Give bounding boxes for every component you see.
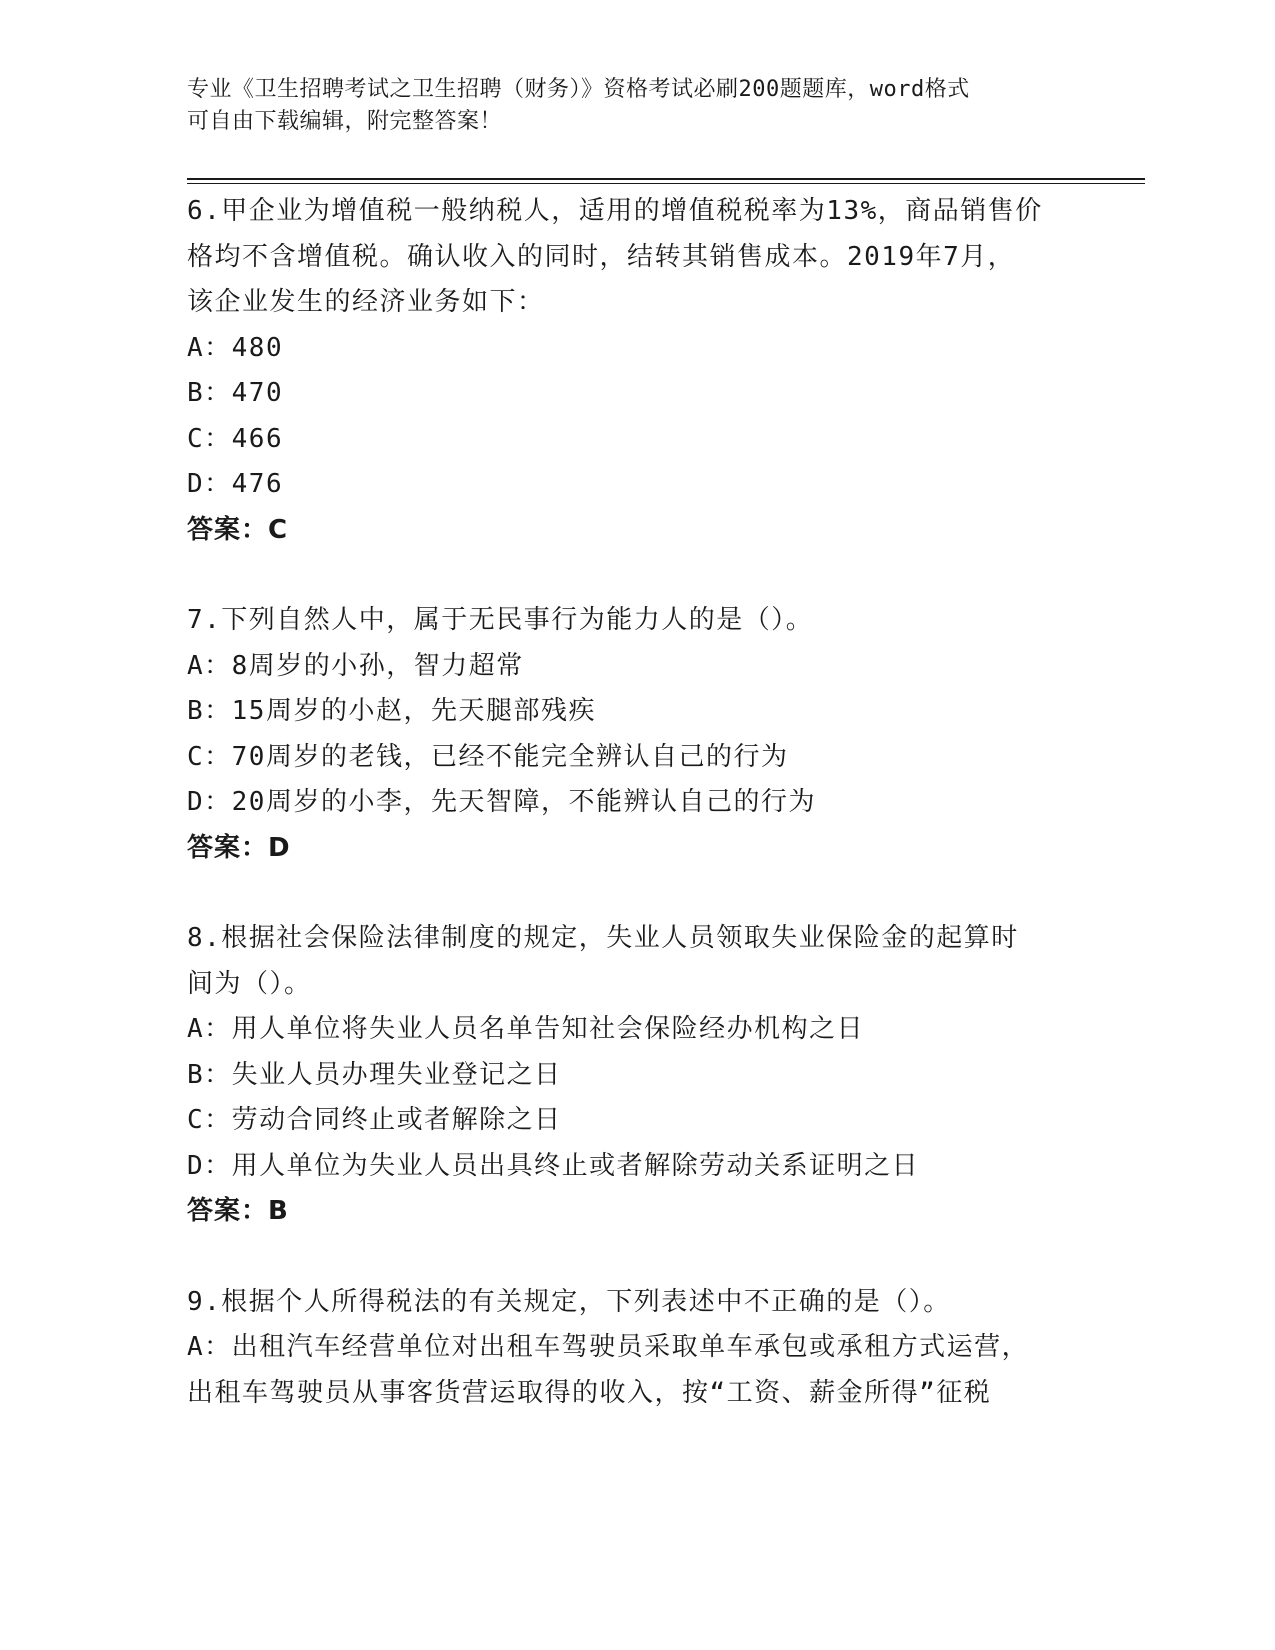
question-stem-line: 9.根据个人所得税法的有关规定，下列表述中不正确的是（）。	[187, 1286, 951, 1317]
option-b: B：470	[187, 378, 284, 408]
option-a: A：480	[187, 332, 284, 363]
option-d: D：476	[187, 469, 284, 499]
question-6	[187, 189, 1087, 553]
option-b: B：失业人员办理失业登记之日	[187, 1059, 562, 1090]
question-list	[187, 189, 1087, 1416]
answer-label: 答案：C	[187, 514, 289, 545]
header-line-1: 专业《卫生招聘考试之卫生招聘（财务）》资格考试必刷200题题库，word格式	[187, 77, 970, 102]
header-rule-thick	[187, 178, 1145, 180]
option-c: C：466	[187, 423, 284, 454]
question-7	[187, 598, 1087, 871]
option-c: C：劳动合同终止或者解除之日	[187, 1105, 562, 1135]
header-rule-thin	[187, 183, 1145, 184]
option-a: A：出租汽车经营单位对出租车驾驶员采取单车承包或承租方式运营，	[187, 1332, 1030, 1362]
answer-label: 答案：D	[187, 832, 291, 863]
question-stem-line: 该企业发生的经济业务如下：	[187, 287, 545, 317]
option-d: D：用人单位为失业人员出具终止或者解除劳动关系证明之日	[187, 1150, 920, 1181]
question-8	[187, 916, 1087, 1235]
document-header	[187, 74, 1087, 138]
option-a: A：用人单位将失业人员名单告知社会保险经办机构之日	[187, 1014, 865, 1044]
answer-label: 答案：B	[187, 1196, 289, 1226]
question-stem-line: 7.下列自然人中，属于无民事行为能力人的是（）。	[187, 605, 814, 635]
question-stem-line: 8.根据社会保险法律制度的规定，失业人员领取失业保险金的起算时	[187, 923, 1019, 953]
header-line-2: 可自由下载编辑，附完整答案！	[187, 109, 503, 134]
question-stem-line: 格均不含增值税。确认收入的同时，结转其销售成本。2019年7月，	[187, 241, 1016, 272]
question-9	[187, 1280, 1087, 1417]
option-a-continuation: 出租车驾驶员从事客货营运取得的收入，按“工资、薪金所得”征税	[187, 1377, 992, 1408]
option-d: D：20周岁的小李，先天智障，不能辨认自己的行为	[187, 787, 816, 817]
question-stem-line: 间为（）。	[187, 968, 312, 999]
option-b: B：15周岁的小赵，先天腿部残疾	[187, 696, 596, 726]
option-c: C：70周岁的老钱，已经不能完全辨认自己的行为	[187, 741, 789, 772]
option-a: A：8周岁的小孙，智力超常	[187, 650, 524, 681]
question-stem-line: 6.甲企业为增值税一般纳税人，适用的增值税税率为13%，商品销售价	[187, 196, 1043, 226]
